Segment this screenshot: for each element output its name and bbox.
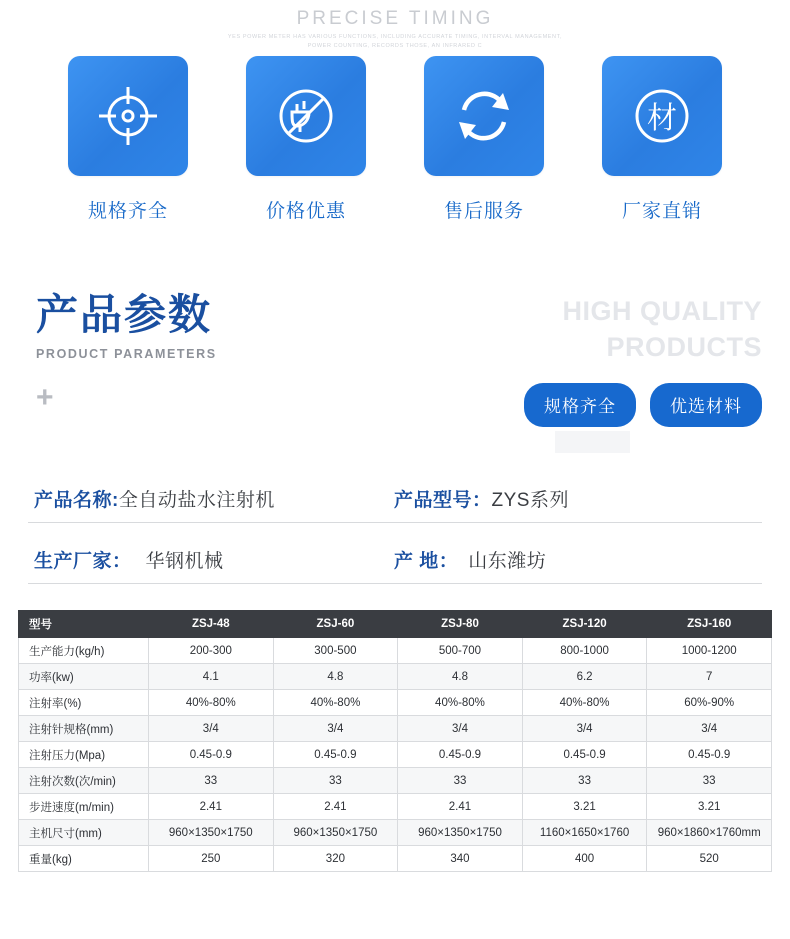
table-row-label: 注射次数(次/min) [19, 768, 149, 794]
feature-list [0, 52, 790, 223]
table-cell: 250 [149, 846, 274, 872]
table-cell: 500-700 [398, 638, 523, 664]
plus-icon: + [36, 381, 54, 415]
info-value: 全自动盐水注射机 [118, 490, 275, 511]
table-cell: 1160×1650×1760 [522, 820, 647, 846]
feature-item-specifications [68, 56, 188, 223]
table-row-label: 步进速度(m/min) [19, 794, 149, 820]
table-cell: 0.45-0.9 [398, 742, 523, 768]
table-row-label: 注射率(%) [19, 690, 149, 716]
table-cell: 960×1350×1750 [149, 820, 274, 846]
table-row [19, 664, 772, 690]
no-plug-icon [273, 83, 339, 149]
table-row [19, 690, 772, 716]
table-row-label: 注射压力(Mpa) [19, 742, 149, 768]
table-row-label: 重量(kg) [19, 846, 149, 872]
table-cell: 33 [522, 768, 647, 794]
feature-tile [68, 56, 188, 176]
table-cell: 960×1350×1750 [398, 820, 523, 846]
table-row-label: 功率(kw) [19, 664, 149, 690]
table-cell: 3/4 [398, 716, 523, 742]
decorative-block [555, 431, 630, 453]
table-cell: 400 [522, 846, 647, 872]
feature-tile [424, 56, 544, 176]
table-cell: 300-500 [273, 638, 398, 664]
info-field-manufacturer [34, 546, 394, 573]
table-cell: 2.41 [149, 794, 274, 820]
info-label: 产 地： [394, 551, 459, 572]
feature-label: 售后服务 [443, 201, 524, 222]
info-row [28, 536, 762, 584]
banner-subtitle-line-2: POWER COUNTING, RECORDS THOSE, AN INFRARED C [307, 43, 483, 49]
product-parameters-heading [0, 291, 790, 441]
table-cell: 40%-80% [149, 690, 274, 716]
table-cell: 6.2 [522, 664, 647, 690]
info-field-origin [394, 546, 546, 573]
table-row-label: 主机尺寸(mm) [19, 820, 149, 846]
table-header-cell: 型号 [19, 611, 149, 638]
table-cell: 1000-1200 [647, 638, 772, 664]
watermark-line-1: HIGH QUALITY [562, 296, 762, 326]
table-row [19, 768, 772, 794]
tag-row [524, 383, 762, 427]
tag-specifications[interactable]: 规格齐全 [524, 383, 636, 427]
table-cell: 340 [398, 846, 523, 872]
info-value: 山东潍坊 [468, 551, 547, 572]
table-row-label: 生产能力(kg/h) [19, 638, 149, 664]
table-cell: 4.1 [149, 664, 274, 690]
info-value: 华钢机械 [145, 551, 224, 572]
table-cell: 960×1350×1750 [273, 820, 398, 846]
svg-text:材: 材 [647, 101, 677, 136]
info-value: ZYS系列 [491, 490, 569, 511]
banner-subtitle-line-1: YES POWER METER HAS VARIOUS FUNCTIONS, INCLUDING ACCURATE TIMING, INTERVAL MANAGEMENT, [227, 34, 563, 40]
banner-title: PRECISE TIMING [296, 8, 494, 29]
page-subtitle: PRODUCT PARAMETERS [36, 347, 217, 362]
table-cell: 0.45-0.9 [647, 742, 772, 768]
spec-table-wrapper [18, 610, 772, 872]
table-cell: 60%-90% [647, 690, 772, 716]
table-row [19, 846, 772, 872]
table-cell: 4.8 [398, 664, 523, 690]
table-cell: 320 [273, 846, 398, 872]
target-icon [95, 83, 161, 149]
table-header-row [19, 611, 772, 638]
material-circle-icon [629, 83, 695, 149]
table-cell: 7 [647, 664, 772, 690]
top-banner [0, 0, 790, 52]
feature-tile [246, 56, 366, 176]
table-cell: 520 [647, 846, 772, 872]
info-label: 产品名称: [34, 490, 119, 511]
table-cell: 3.21 [647, 794, 772, 820]
info-field-product-name [34, 485, 394, 512]
info-row [28, 475, 762, 523]
heading-watermark [563, 293, 763, 366]
table-row [19, 794, 772, 820]
table-cell: 4.8 [273, 664, 398, 690]
table-cell: 3/4 [149, 716, 274, 742]
table-cell: 0.45-0.9 [273, 742, 398, 768]
table-cell: 0.45-0.9 [522, 742, 647, 768]
table-cell: 3.21 [522, 794, 647, 820]
table-cell: 40%-80% [522, 690, 647, 716]
feature-label: 厂家直销 [621, 201, 702, 222]
table-row [19, 638, 772, 664]
table-row [19, 742, 772, 768]
table-cell: 800-1000 [522, 638, 647, 664]
table-row [19, 820, 772, 846]
table-cell: 33 [149, 768, 274, 794]
tag-materials[interactable]: 优选材料 [650, 383, 762, 427]
table-cell: 960×1860×1760mm [647, 820, 772, 846]
table-cell: 40%-80% [398, 690, 523, 716]
table-cell: 200-300 [149, 638, 274, 664]
heading-left-group [36, 291, 217, 413]
table-header-cell: ZSJ-60 [273, 611, 398, 638]
page-title: 产品参数 [36, 291, 213, 338]
table-cell: 33 [647, 768, 772, 794]
table-cell: 0.45-0.9 [149, 742, 274, 768]
table-cell: 3/4 [647, 716, 772, 742]
table-header-cell: ZSJ-120 [522, 611, 647, 638]
feature-item-after-sales [424, 56, 544, 223]
table-cell: 3/4 [273, 716, 398, 742]
watermark-line-2: PRODUCTS [606, 332, 762, 363]
refresh-cycle-icon [451, 83, 517, 149]
feature-label: 规格齐全 [87, 201, 168, 222]
table-header-cell: ZSJ-160 [647, 611, 772, 638]
table-cell: 33 [273, 768, 398, 794]
table-header-cell: ZSJ-80 [398, 611, 523, 638]
feature-item-factory-direct [602, 56, 722, 223]
table-row-label: 注射针规格(mm) [19, 716, 149, 742]
feature-label: 价格优惠 [265, 201, 346, 222]
info-field-product-model [394, 485, 569, 512]
info-label: 产品型号： [394, 490, 492, 511]
table-header-cell: ZSJ-48 [149, 611, 274, 638]
info-label: 生产厂家： [34, 551, 132, 572]
product-info-list [28, 475, 762, 584]
table-cell: 3/4 [522, 716, 647, 742]
feature-item-price [246, 56, 366, 223]
table-cell: 33 [398, 768, 523, 794]
feature-tile [602, 56, 722, 176]
table-cell: 2.41 [398, 794, 523, 820]
table-cell: 2.41 [273, 794, 398, 820]
spec-table [18, 610, 772, 872]
table-row [19, 716, 772, 742]
table-cell: 40%-80% [273, 690, 398, 716]
